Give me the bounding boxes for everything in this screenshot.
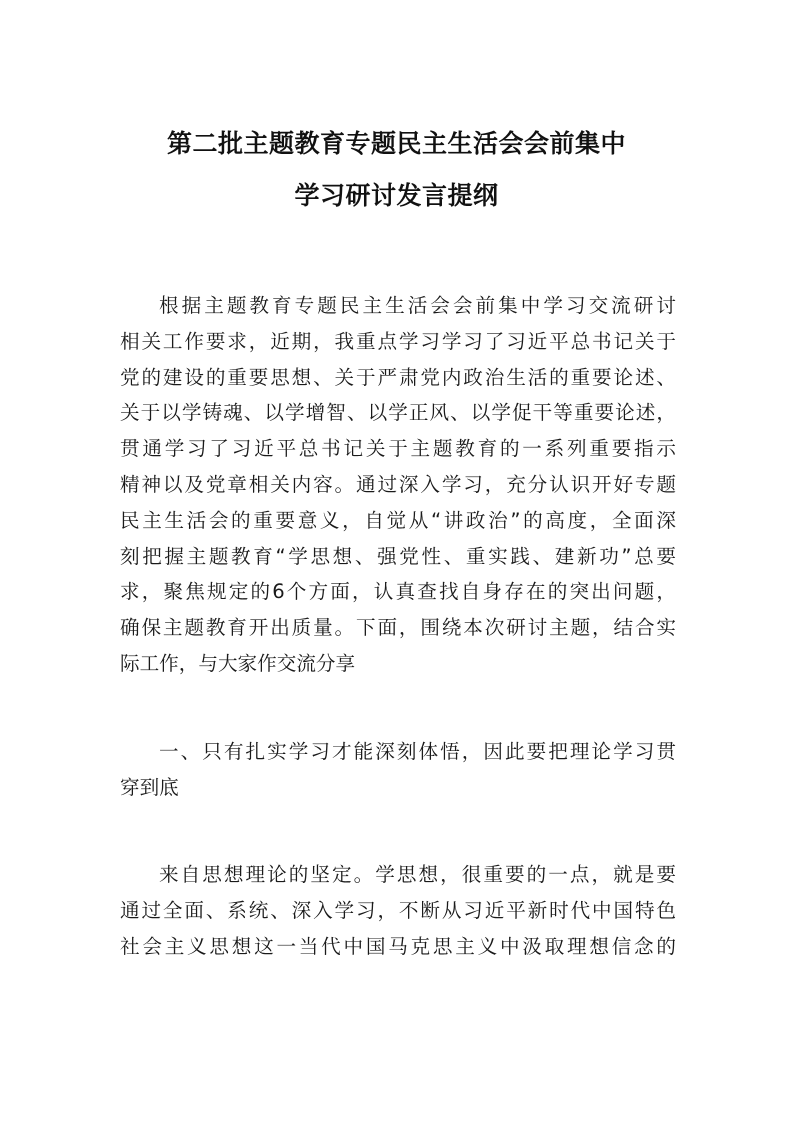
- document-body: [120, 288, 676, 965]
- text-line: 际工作，与大家作交流分享: [120, 651, 356, 675]
- text-line: 刻把握主题教育“学思想、强党性、重实践、建新功”总要: [120, 544, 676, 568]
- text-line: 贯通学习了习近平总书记关于主题教育的一系列重要指示: [120, 437, 676, 461]
- text-line: 一、只有扎实学习才能深刻体悟，因此要把理论学习贯: [159, 739, 676, 763]
- document-title: [110, 118, 683, 222]
- paragraph-spacer: [120, 805, 676, 857]
- text-line: 党的建设的重要思想、关于严肃党内政治生活的重要论述、: [120, 365, 676, 389]
- text-line: 求，聚焦规定的6个方面，认真查找自身存在的突出问题，: [120, 580, 676, 604]
- text-line: 根据主题教育专题民主生活会会前集中学习交流研讨: [159, 294, 676, 317]
- title-line: 第二批主题教育专题民主生活会会前集中: [166, 129, 626, 158]
- text-line: 社会主义思想这一当代中国马克思主义中汲取理想信念的: [120, 934, 676, 958]
- text-line: 来自思想理论的坚定。学思想，很重要的一点，就是要: [159, 863, 676, 887]
- text-line: 通过全面、系统、深入学习，不断从习近平新时代中国特色: [120, 899, 676, 923]
- paragraph-body: [120, 857, 676, 964]
- text-line: 确保主题教育开出质量。下面，围绕本次研讨主题，结合实: [120, 616, 676, 640]
- text-line: 精神以及党章相关内容。通过深入学习，充分认识开好专题: [120, 472, 676, 496]
- paragraph-spacer: [120, 682, 676, 734]
- title-line: 学习研讨发言提纲: [294, 181, 499, 210]
- text-line: 穿到底: [120, 775, 179, 799]
- section-heading-1: [120, 734, 676, 806]
- text-line: 相关工作要求，近期，我重点学习学习了习近平总书记关于: [120, 329, 676, 353]
- text-line: 关于以学铸魂、以学增智、以学正风、以学促干等重要论述，: [120, 401, 676, 425]
- text-line: 民主生活会的重要意义，自觉从“讲政治”的高度，全面深: [120, 508, 676, 532]
- paragraph-intro: [120, 288, 676, 682]
